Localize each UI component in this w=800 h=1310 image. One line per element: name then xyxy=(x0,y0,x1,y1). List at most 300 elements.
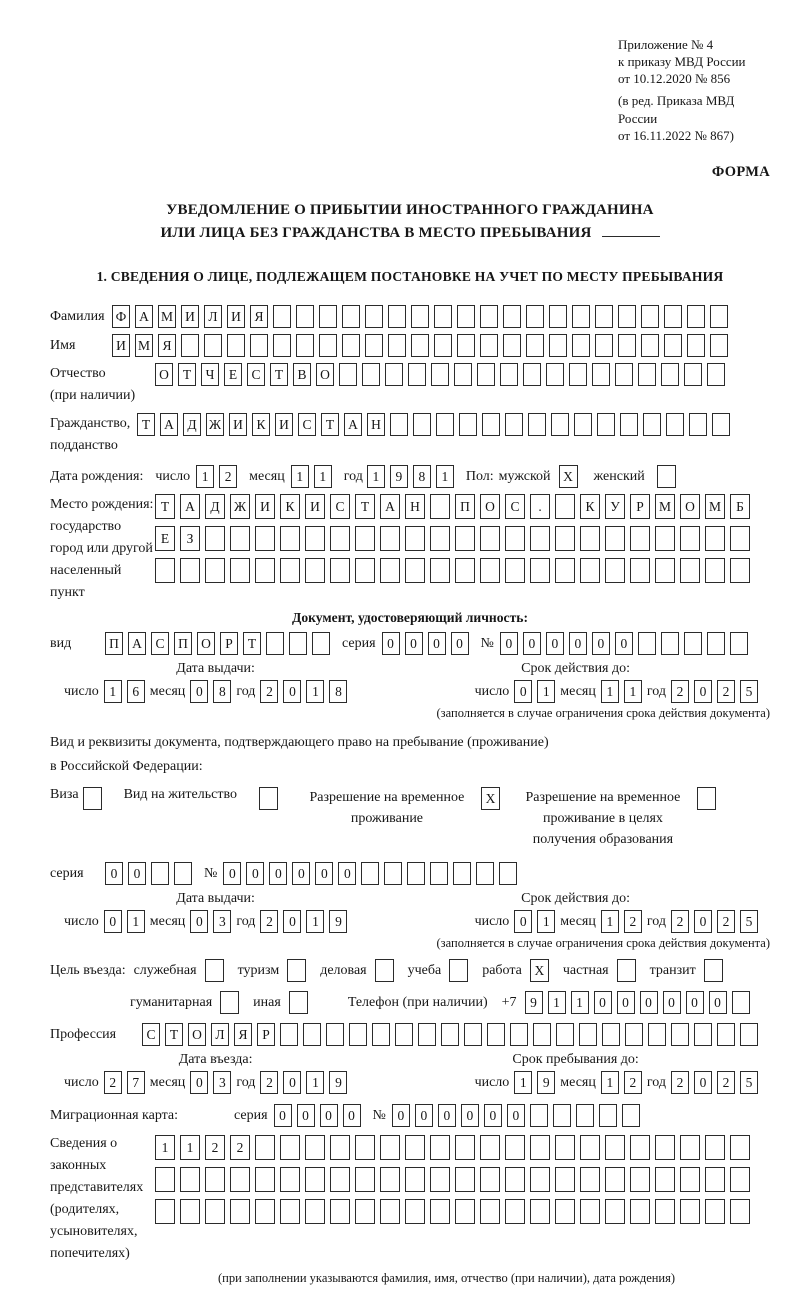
form-cell[interactable]: 0 xyxy=(438,1104,456,1127)
form-cell[interactable]: 1 xyxy=(306,910,324,933)
form-cell[interactable] xyxy=(155,1199,175,1224)
form-cell[interactable]: Р xyxy=(257,1023,275,1046)
form-cell[interactable]: 1 xyxy=(571,991,589,1014)
visa-checkbox[interactable] xyxy=(83,787,102,810)
form-cell[interactable] xyxy=(455,1135,475,1160)
form-cell[interactable] xyxy=(151,862,169,885)
form-cell[interactable]: О xyxy=(480,494,500,519)
form-cell[interactable] xyxy=(602,1023,620,1046)
form-cell[interactable]: Е xyxy=(155,526,175,551)
form-cell[interactable] xyxy=(155,558,175,583)
form-cell[interactable]: 0 xyxy=(315,862,333,885)
form-cell[interactable] xyxy=(280,1167,300,1192)
form-cell[interactable] xyxy=(405,558,425,583)
form-cell[interactable] xyxy=(355,526,375,551)
form-cell[interactable] xyxy=(250,334,268,357)
form-cell[interactable] xyxy=(705,1199,725,1224)
form-cell[interactable]: 1 xyxy=(537,910,555,933)
form-cell[interactable] xyxy=(454,363,472,386)
form-cell[interactable]: 8 xyxy=(213,680,231,703)
form-cell[interactable] xyxy=(430,1199,450,1224)
form-cell[interactable]: 0 xyxy=(686,991,704,1014)
form-cell[interactable] xyxy=(480,1199,500,1224)
form-cell[interactable] xyxy=(732,991,750,1014)
form-cell[interactable] xyxy=(549,305,567,328)
form-cell[interactable] xyxy=(430,494,450,519)
sex-female-checkbox[interactable] xyxy=(657,465,676,488)
form-cell[interactable] xyxy=(707,632,725,655)
form-cell[interactable]: 0 xyxy=(523,632,541,655)
form-cell[interactable] xyxy=(687,334,705,357)
form-cell[interactable] xyxy=(717,1023,735,1046)
form-cell[interactable] xyxy=(430,1167,450,1192)
form-cell[interactable] xyxy=(533,1023,551,1046)
form-cell[interactable]: 1 xyxy=(127,910,145,933)
form-cell[interactable] xyxy=(580,558,600,583)
form-cell[interactable] xyxy=(500,363,518,386)
form-cell[interactable]: 0 xyxy=(105,862,123,885)
form-cell[interactable]: Т xyxy=(355,494,375,519)
form-cell[interactable]: 0 xyxy=(546,632,564,655)
form-cell[interactable] xyxy=(505,558,525,583)
form-cell[interactable] xyxy=(605,1199,625,1224)
form-cell[interactable] xyxy=(569,363,587,386)
form-cell[interactable]: Е xyxy=(224,363,242,386)
form-cell[interactable]: 1 xyxy=(601,910,619,933)
form-cell[interactable]: 8 xyxy=(413,465,431,488)
form-cell[interactable] xyxy=(605,558,625,583)
form-cell[interactable]: 1 xyxy=(514,1071,532,1094)
form-cell[interactable] xyxy=(388,334,406,357)
form-cell[interactable]: Т xyxy=(270,363,288,386)
form-cell[interactable] xyxy=(574,413,592,436)
form-cell[interactable] xyxy=(680,1167,700,1192)
form-cell[interactable] xyxy=(280,1023,298,1046)
form-cell[interactable] xyxy=(431,363,449,386)
form-cell[interactable]: 2 xyxy=(205,1135,225,1160)
form-cell[interactable] xyxy=(680,1135,700,1160)
form-cell[interactable] xyxy=(689,413,707,436)
form-cell[interactable] xyxy=(680,526,700,551)
form-cell[interactable] xyxy=(630,558,650,583)
form-cell[interactable] xyxy=(530,558,550,583)
form-cell[interactable] xyxy=(655,1135,675,1160)
form-cell[interactable]: 2 xyxy=(260,1071,278,1094)
form-cell[interactable] xyxy=(530,1104,548,1127)
form-cell[interactable]: 0 xyxy=(617,991,635,1014)
form-cell[interactable] xyxy=(523,363,541,386)
form-cell[interactable]: 0 xyxy=(297,1104,315,1127)
form-cell[interactable] xyxy=(684,632,702,655)
form-cell[interactable] xyxy=(457,305,475,328)
form-cell[interactable]: К xyxy=(280,494,300,519)
form-cell[interactable] xyxy=(638,632,656,655)
form-cell[interactable] xyxy=(618,305,636,328)
form-cell[interactable]: С xyxy=(330,494,350,519)
form-cell[interactable]: Д xyxy=(205,494,225,519)
form-cell[interactable] xyxy=(205,1199,225,1224)
form-cell[interactable]: Т xyxy=(178,363,196,386)
form-cell[interactable] xyxy=(526,334,544,357)
form-cell[interactable]: С xyxy=(505,494,525,519)
form-cell[interactable]: 1 xyxy=(196,465,214,488)
form-cell[interactable] xyxy=(705,526,725,551)
form-cell[interactable] xyxy=(555,494,575,519)
form-cell[interactable]: 2 xyxy=(260,680,278,703)
form-cell[interactable] xyxy=(330,558,350,583)
form-cell[interactable] xyxy=(380,1135,400,1160)
form-cell[interactable] xyxy=(455,526,475,551)
form-cell[interactable]: О xyxy=(155,363,173,386)
form-cell[interactable] xyxy=(487,1023,505,1046)
form-cell[interactable]: Д xyxy=(183,413,201,436)
form-cell[interactable]: 1 xyxy=(306,680,324,703)
form-cell[interactable]: 2 xyxy=(717,680,735,703)
form-cell[interactable]: 0 xyxy=(283,680,301,703)
form-cell[interactable]: Т xyxy=(243,632,261,655)
form-cell[interactable] xyxy=(372,1023,390,1046)
form-cell[interactable] xyxy=(390,413,408,436)
form-cell[interactable]: А xyxy=(180,494,200,519)
form-cell[interactable]: Л xyxy=(211,1023,229,1046)
form-cell[interactable] xyxy=(530,1199,550,1224)
form-cell[interactable] xyxy=(273,334,291,357)
form-cell[interactable] xyxy=(418,1023,436,1046)
form-cell[interactable]: И xyxy=(305,494,325,519)
form-cell[interactable] xyxy=(455,1199,475,1224)
form-cell[interactable]: 0 xyxy=(428,632,446,655)
form-cell[interactable] xyxy=(526,305,544,328)
form-cell[interactable]: 2 xyxy=(671,1071,689,1094)
form-cell[interactable]: 0 xyxy=(415,1104,433,1127)
form-cell[interactable]: 0 xyxy=(484,1104,502,1127)
form-cell[interactable] xyxy=(255,1199,275,1224)
form-cell[interactable] xyxy=(705,1135,725,1160)
form-cell[interactable]: 2 xyxy=(717,910,735,933)
form-cell[interactable]: Ч xyxy=(201,363,219,386)
form-cell[interactable] xyxy=(436,413,454,436)
form-cell[interactable] xyxy=(661,363,679,386)
form-cell[interactable] xyxy=(455,1167,475,1192)
form-cell[interactable] xyxy=(480,305,498,328)
form-cell[interactable]: 0 xyxy=(338,862,356,885)
form-cell[interactable] xyxy=(553,1104,571,1127)
form-cell[interactable] xyxy=(296,305,314,328)
form-cell[interactable] xyxy=(480,558,500,583)
form-cell[interactable] xyxy=(430,526,450,551)
form-cell[interactable] xyxy=(480,526,500,551)
form-cell[interactable]: 2 xyxy=(671,910,689,933)
form-cell[interactable] xyxy=(430,1135,450,1160)
form-cell[interactable] xyxy=(380,558,400,583)
form-cell[interactable] xyxy=(705,1167,725,1192)
form-cell[interactable] xyxy=(666,413,684,436)
form-cell[interactable] xyxy=(482,413,500,436)
form-cell[interactable]: 0 xyxy=(343,1104,361,1127)
form-cell[interactable]: 0 xyxy=(500,632,518,655)
form-cell[interactable] xyxy=(365,305,383,328)
form-cell[interactable]: 0 xyxy=(283,910,301,933)
form-cell[interactable] xyxy=(505,413,523,436)
form-cell[interactable]: О xyxy=(680,494,700,519)
form-cell[interactable]: 0 xyxy=(104,910,122,933)
purpose-private-checkbox[interactable] xyxy=(617,959,636,982)
form-cell[interactable]: 1 xyxy=(314,465,332,488)
form-cell[interactable] xyxy=(380,1167,400,1192)
form-cell[interactable]: 2 xyxy=(104,1071,122,1094)
form-cell[interactable]: 2 xyxy=(717,1071,735,1094)
form-cell[interactable] xyxy=(694,1023,712,1046)
form-cell[interactable] xyxy=(408,363,426,386)
form-cell[interactable]: 0 xyxy=(190,1071,208,1094)
form-cell[interactable]: 5 xyxy=(740,910,758,933)
form-cell[interactable] xyxy=(385,363,403,386)
form-cell[interactable]: 9 xyxy=(390,465,408,488)
form-cell[interactable]: 2 xyxy=(219,465,237,488)
form-cell[interactable]: Т xyxy=(155,494,175,519)
form-cell[interactable] xyxy=(580,1135,600,1160)
form-cell[interactable] xyxy=(296,334,314,357)
form-cell[interactable] xyxy=(579,1023,597,1046)
form-cell[interactable] xyxy=(305,1135,325,1160)
form-cell[interactable] xyxy=(413,413,431,436)
form-cell[interactable]: 1 xyxy=(306,1071,324,1094)
form-cell[interactable]: М xyxy=(705,494,725,519)
form-cell[interactable]: 0 xyxy=(663,991,681,1014)
form-cell[interactable] xyxy=(730,1167,750,1192)
form-cell[interactable] xyxy=(339,363,357,386)
form-cell[interactable] xyxy=(499,862,517,885)
form-cell[interactable] xyxy=(740,1023,758,1046)
form-cell[interactable] xyxy=(510,1023,528,1046)
form-cell[interactable] xyxy=(319,334,337,357)
temp-residence-checkbox[interactable]: X xyxy=(481,787,500,810)
form-cell[interactable]: И xyxy=(229,413,247,436)
form-cell[interactable]: В xyxy=(293,363,311,386)
form-cell[interactable] xyxy=(730,1135,750,1160)
form-cell[interactable] xyxy=(630,526,650,551)
form-cell[interactable]: 0 xyxy=(392,1104,410,1127)
form-cell[interactable] xyxy=(362,363,380,386)
form-cell[interactable]: О xyxy=(197,632,215,655)
form-cell[interactable]: 0 xyxy=(269,862,287,885)
form-cell[interactable] xyxy=(528,413,546,436)
form-cell[interactable]: 5 xyxy=(740,1071,758,1094)
form-cell[interactable] xyxy=(599,1104,617,1127)
form-cell[interactable] xyxy=(330,526,350,551)
form-cell[interactable] xyxy=(480,334,498,357)
form-cell[interactable] xyxy=(180,1199,200,1224)
form-cell[interactable] xyxy=(730,632,748,655)
form-cell[interactable]: И xyxy=(227,305,245,328)
form-cell[interactable] xyxy=(405,526,425,551)
form-cell[interactable] xyxy=(597,413,615,436)
purpose-commercial-checkbox[interactable] xyxy=(375,959,394,982)
form-cell[interactable]: З xyxy=(180,526,200,551)
form-cell[interactable]: Я xyxy=(158,334,176,357)
form-cell[interactable] xyxy=(664,305,682,328)
form-cell[interactable] xyxy=(555,1167,575,1192)
form-cell[interactable] xyxy=(405,1199,425,1224)
form-cell[interactable] xyxy=(556,1023,574,1046)
form-cell[interactable]: М xyxy=(158,305,176,328)
form-cell[interactable] xyxy=(655,558,675,583)
form-cell[interactable]: 1 xyxy=(436,465,454,488)
form-cell[interactable]: 0 xyxy=(615,632,633,655)
form-cell[interactable]: 6 xyxy=(127,680,145,703)
temp-residence-education-checkbox[interactable] xyxy=(697,787,716,810)
form-cell[interactable]: 0 xyxy=(514,680,532,703)
form-cell[interactable] xyxy=(630,1135,650,1160)
form-cell[interactable]: 0 xyxy=(128,862,146,885)
form-cell[interactable] xyxy=(712,413,730,436)
form-cell[interactable]: А xyxy=(344,413,362,436)
form-cell[interactable]: 0 xyxy=(190,680,208,703)
form-cell[interactable] xyxy=(710,305,728,328)
form-cell[interactable] xyxy=(638,363,656,386)
form-cell[interactable]: 0 xyxy=(405,632,423,655)
form-cell[interactable] xyxy=(174,862,192,885)
form-cell[interactable]: 0 xyxy=(694,910,712,933)
form-cell[interactable] xyxy=(605,1135,625,1160)
form-cell[interactable] xyxy=(477,363,495,386)
form-cell[interactable]: 0 xyxy=(569,632,587,655)
form-cell[interactable] xyxy=(230,526,250,551)
purpose-business-checkbox[interactable] xyxy=(205,959,224,982)
form-cell[interactable] xyxy=(641,334,659,357)
form-cell[interactable] xyxy=(227,334,245,357)
form-cell[interactable]: С xyxy=(151,632,169,655)
form-cell[interactable] xyxy=(530,1167,550,1192)
form-cell[interactable]: Б xyxy=(730,494,750,519)
form-cell[interactable] xyxy=(615,363,633,386)
form-cell[interactable]: 0 xyxy=(451,632,469,655)
form-cell[interactable] xyxy=(576,1104,594,1127)
form-cell[interactable] xyxy=(476,862,494,885)
form-cell[interactable]: О xyxy=(188,1023,206,1046)
form-cell[interactable] xyxy=(625,1023,643,1046)
form-cell[interactable] xyxy=(503,305,521,328)
form-cell[interactable] xyxy=(205,526,225,551)
form-cell[interactable]: 0 xyxy=(223,862,241,885)
form-cell[interactable]: Ж xyxy=(230,494,250,519)
form-cell[interactable] xyxy=(671,1023,689,1046)
form-cell[interactable]: О xyxy=(316,363,334,386)
form-cell[interactable] xyxy=(687,305,705,328)
form-cell[interactable]: А xyxy=(160,413,178,436)
form-cell[interactable] xyxy=(342,305,360,328)
form-cell[interactable]: 5 xyxy=(740,680,758,703)
form-cell[interactable] xyxy=(555,558,575,583)
form-cell[interactable]: 0 xyxy=(709,991,727,1014)
form-cell[interactable] xyxy=(730,526,750,551)
form-cell[interactable]: 1 xyxy=(180,1135,200,1160)
form-cell[interactable]: 1 xyxy=(624,680,642,703)
form-cell[interactable]: С xyxy=(247,363,265,386)
form-cell[interactable]: 1 xyxy=(291,465,309,488)
form-cell[interactable] xyxy=(730,1199,750,1224)
form-cell[interactable]: 2 xyxy=(624,1071,642,1094)
form-cell[interactable] xyxy=(280,526,300,551)
form-cell[interactable] xyxy=(365,334,383,357)
form-cell[interactable] xyxy=(580,526,600,551)
purpose-transit-checkbox[interactable] xyxy=(704,959,723,982)
form-cell[interactable]: 0 xyxy=(694,680,712,703)
form-cell[interactable] xyxy=(655,1167,675,1192)
form-cell[interactable]: К xyxy=(252,413,270,436)
form-cell[interactable] xyxy=(355,1167,375,1192)
form-cell[interactable] xyxy=(434,334,452,357)
form-cell[interactable]: М xyxy=(655,494,675,519)
form-cell[interactable] xyxy=(555,1135,575,1160)
form-cell[interactable] xyxy=(530,1135,550,1160)
form-cell[interactable]: Р xyxy=(220,632,238,655)
form-cell[interactable] xyxy=(305,526,325,551)
form-cell[interactable] xyxy=(289,632,307,655)
form-cell[interactable] xyxy=(459,413,477,436)
form-cell[interactable] xyxy=(464,1023,482,1046)
form-cell[interactable] xyxy=(349,1023,367,1046)
form-cell[interactable] xyxy=(441,1023,459,1046)
form-cell[interactable] xyxy=(655,1199,675,1224)
form-cell[interactable]: Ж xyxy=(206,413,224,436)
form-cell[interactable]: 0 xyxy=(320,1104,338,1127)
form-cell[interactable]: Т xyxy=(165,1023,183,1046)
form-cell[interactable] xyxy=(319,305,337,328)
form-cell[interactable] xyxy=(180,558,200,583)
form-cell[interactable] xyxy=(551,413,569,436)
form-cell[interactable] xyxy=(230,1199,250,1224)
form-cell[interactable] xyxy=(230,1167,250,1192)
form-cell[interactable] xyxy=(655,526,675,551)
form-cell[interactable]: 0 xyxy=(461,1104,479,1127)
form-cell[interactable]: 0 xyxy=(507,1104,525,1127)
form-cell[interactable] xyxy=(330,1167,350,1192)
form-cell[interactable]: 1 xyxy=(104,680,122,703)
form-cell[interactable] xyxy=(595,334,613,357)
form-cell[interactable]: 2 xyxy=(671,680,689,703)
form-cell[interactable] xyxy=(181,334,199,357)
form-cell[interactable] xyxy=(680,1199,700,1224)
form-cell[interactable]: 0 xyxy=(594,991,612,1014)
form-cell[interactable] xyxy=(641,305,659,328)
form-cell[interactable] xyxy=(230,558,250,583)
form-cell[interactable] xyxy=(710,334,728,357)
form-cell[interactable] xyxy=(505,526,525,551)
form-cell[interactable]: 9 xyxy=(537,1071,555,1094)
form-cell[interactable] xyxy=(380,1199,400,1224)
form-cell[interactable] xyxy=(280,1199,300,1224)
form-cell[interactable] xyxy=(273,305,291,328)
form-cell[interactable] xyxy=(155,1167,175,1192)
form-cell[interactable] xyxy=(630,1199,650,1224)
form-cell[interactable] xyxy=(707,363,725,386)
form-cell[interactable] xyxy=(730,558,750,583)
form-cell[interactable]: С xyxy=(298,413,316,436)
form-cell[interactable] xyxy=(505,1167,525,1192)
form-cell[interactable]: 1 xyxy=(601,680,619,703)
form-cell[interactable]: 1 xyxy=(155,1135,175,1160)
form-cell[interactable]: М xyxy=(135,334,153,357)
form-cell[interactable] xyxy=(205,1167,225,1192)
form-cell[interactable] xyxy=(411,305,429,328)
form-cell[interactable] xyxy=(480,1135,500,1160)
form-cell[interactable] xyxy=(330,1135,350,1160)
purpose-humanitarian-checkbox[interactable] xyxy=(220,991,239,1014)
form-cell[interactable]: 0 xyxy=(592,632,610,655)
form-cell[interactable] xyxy=(180,1167,200,1192)
form-cell[interactable] xyxy=(555,1199,575,1224)
